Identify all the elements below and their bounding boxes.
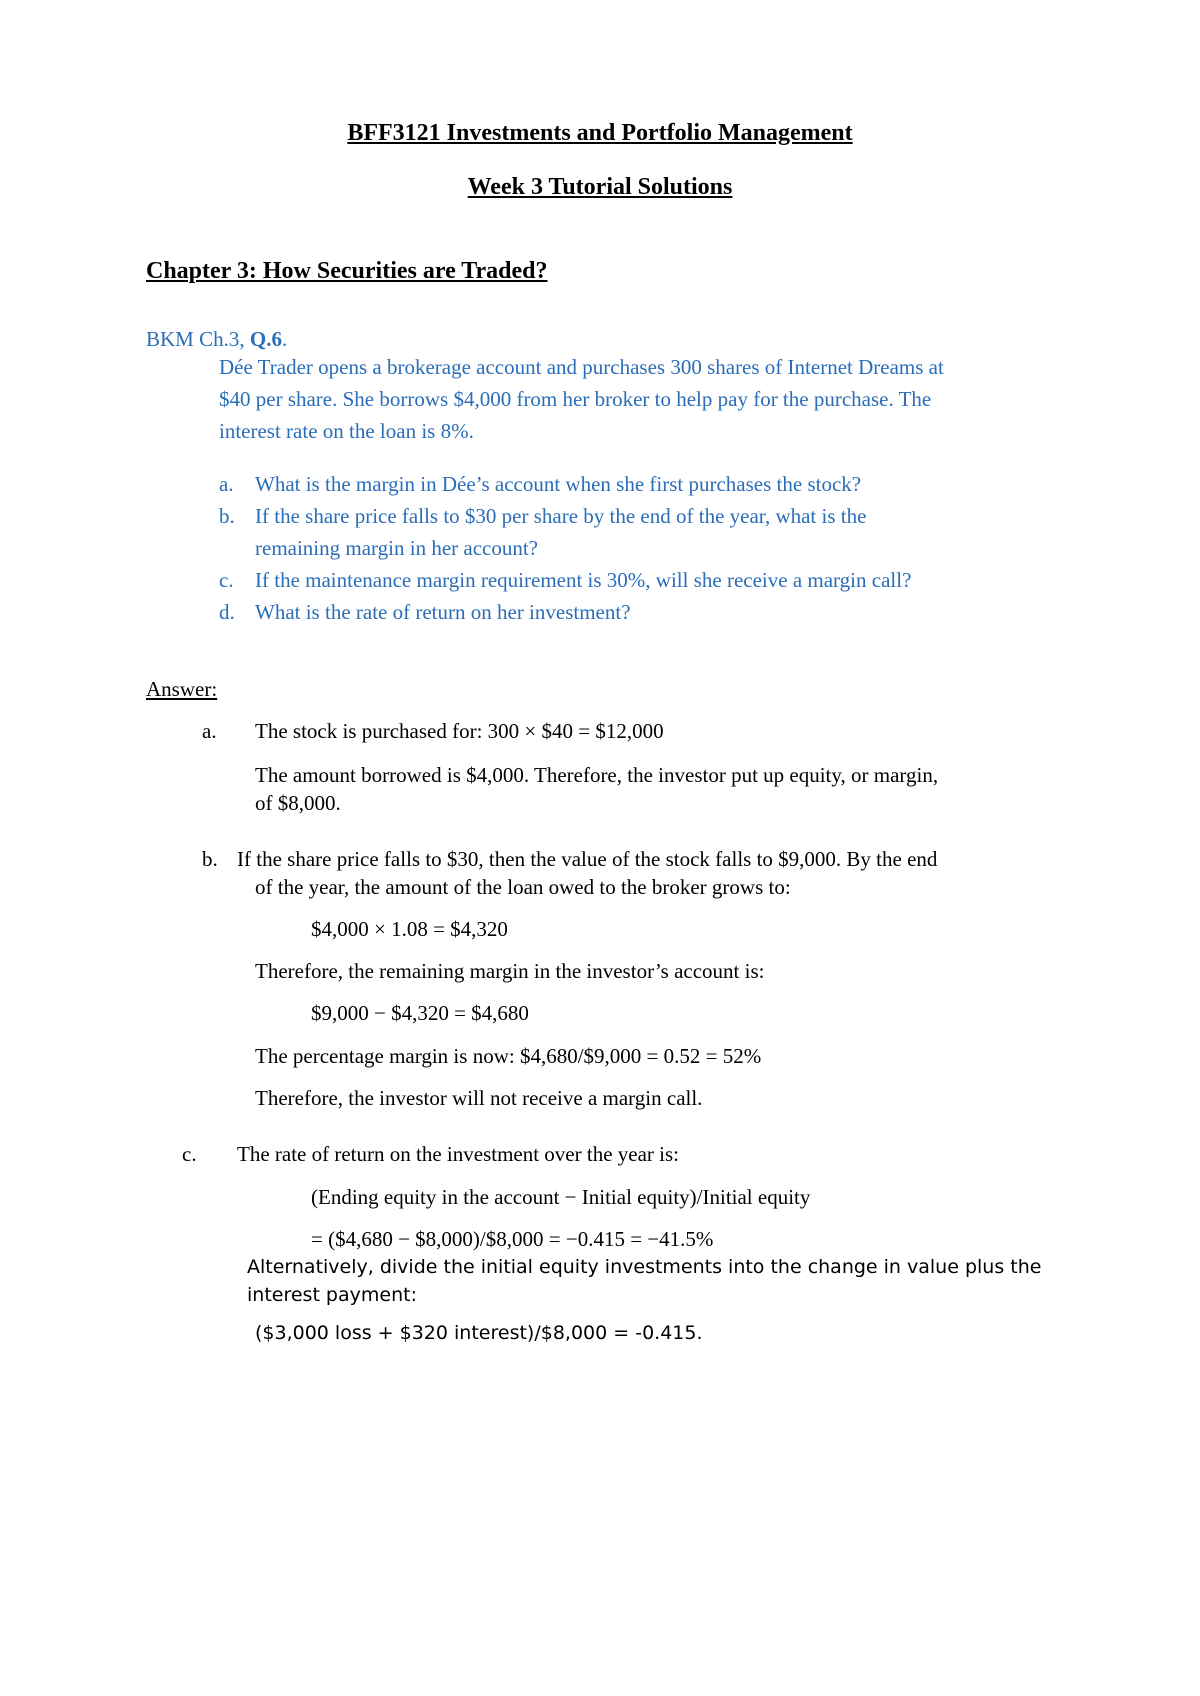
answer-c-alt-equation: ($3,000 loss + $320 interest)/$8,000 = -0.415. — [255, 1322, 703, 1344]
answer-label: Answer: — [146, 677, 218, 701]
question-part-letter: d. — [219, 600, 235, 624]
answer-b-line: The percentage margin is now: $4,680/$9,000 = 0.52 = 52% — [255, 1044, 762, 1068]
question-ref-prefix: BKM Ch.3, — [146, 327, 250, 351]
answer-a-line: of $8,000. — [255, 791, 341, 815]
question-part-b: If the share price falls to $30 per share by the end of the year, what is the — [255, 504, 867, 528]
answer-b-equation: $9,000 − $4,320 = $4,680 — [311, 1001, 529, 1025]
answer-b-equation: $4,000 × 1.08 = $4,320 — [311, 917, 508, 941]
question-reference — [146, 326, 287, 352]
answer-c-alternative: interest payment: — [247, 1284, 417, 1306]
question-ref-suffix: . — [281, 327, 288, 351]
question-part-a: What is the margin in Dée’s account when she first purchases the stock? — [255, 472, 862, 496]
answer-c-equation: (Ending equity in the account − Initial equity)/Initial equity — [311, 1185, 811, 1209]
answer-b-line: Therefore, the remaining margin in the investor’s account is: — [255, 959, 765, 983]
answer-a-letter: a. — [202, 719, 217, 743]
answer-b-letter: b. — [202, 847, 218, 871]
answer-b-line: Therefore, the investor will not receive a margin call. — [255, 1086, 703, 1110]
answer-a-line: The stock is purchased for: 300 × $40 = $12,000 — [255, 719, 664, 743]
question-prompt-line: $40 per share. She borrows $4,000 from her broker to help pay for the purchase. The — [219, 387, 932, 411]
question-part-letter: c. — [219, 568, 234, 592]
answer-b-line: If the share price falls to $30, then the value of the stock falls to $9,000. By the end — [237, 847, 938, 871]
question-part-d: What is the rate of return on her investment? — [255, 600, 631, 624]
question-part-letter: a. — [219, 472, 234, 496]
answer-a-line: The amount borrowed is $4,000. Therefore, the investor put up equity, or margin, — [255, 763, 939, 787]
week-title: Week 3 Tutorial Solutions — [467, 174, 733, 200]
question-prompt-line: Dée Trader opens a brokerage account and purchases 300 shares of Internet Dreams at — [219, 355, 944, 379]
question-part-b-cont: remaining margin in her account? — [255, 536, 539, 560]
answer-b-line: of the year, the amount of the loan owed to the broker grows to: — [255, 875, 791, 899]
question-prompt-line: interest rate on the loan is 8%. — [219, 419, 474, 443]
question-ref-number: Q.6 — [249, 327, 282, 351]
question-part-letter: b. — [219, 504, 235, 528]
answer-c-alternative: Alternatively, divide the initial equity investments into the change in value plus the — [247, 1256, 1042, 1278]
answer-c-line: The rate of return on the investment over the year is: — [237, 1142, 680, 1166]
question-part-c: If the maintenance margin requirement is 30%, will she receive a margin call? — [255, 568, 912, 592]
course-title: BFF3121 Investments and Portfolio Management — [347, 120, 853, 146]
answer-c-equation: = ($4,680 − $8,000)/$8,000 = −0.415 = −41.5% — [311, 1227, 714, 1251]
answer-c-letter: c. — [182, 1142, 197, 1166]
chapter-heading: Chapter 3: How Securities are Traded? — [146, 258, 548, 284]
